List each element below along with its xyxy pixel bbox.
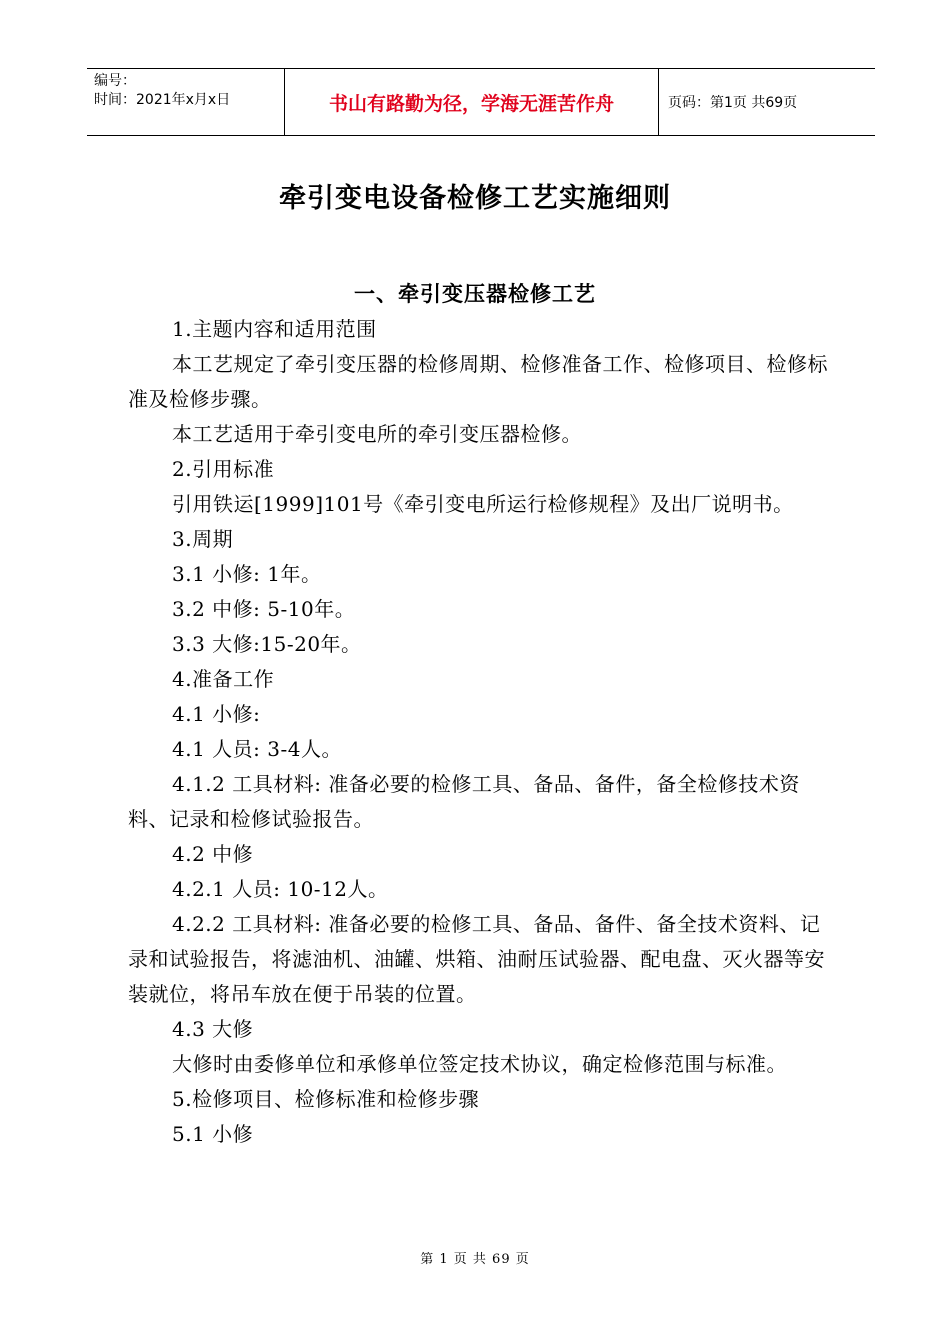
paragraph: 4.2.2 工具材料: 准备必要的检修工具、备品、备件、备全技术资料、记录和试验报告，将滤油机、油罐、烘箱、油耐压试验器、配电盘、灭火器等安装就位，将吊车放在便于吊装的位置。 <box>128 912 825 1006</box>
paragraph: 4.3 大修 <box>172 1017 254 1041</box>
header-meta-cell <box>87 69 285 135</box>
paragraph: 3.周期 <box>172 527 234 551</box>
header-page-cell <box>659 69 875 135</box>
paragraph: 5.检修项目、检修标准和检修步骤 <box>172 1087 480 1111</box>
paragraph: 4.1.2 工具材料: 准备必要的检修工具、备品、备件，备全检修技术资料、记录和检修试验报告。 <box>128 772 800 831</box>
paragraph: 3.2 中修: 5-10年。 <box>172 597 356 621</box>
section-title: 一、牵引变压器检修工艺 <box>354 282 596 306</box>
number-label: 编号： <box>94 73 136 89</box>
paragraph: 3.1 小修: 1年。 <box>172 562 322 586</box>
paragraph: 4.2 中修 <box>172 842 254 866</box>
paragraph: 4.1 人员: 3-4人。 <box>172 737 342 761</box>
paragraph: 5.1 小修 <box>172 1122 254 1146</box>
document-title: 牵引变电设备检修工艺实施细则 <box>279 183 671 214</box>
paragraph: 2.引用标准 <box>172 457 275 481</box>
document-body <box>128 312 840 1152</box>
date-label: 时间：2021年x月x日 <box>94 92 231 108</box>
paragraph: 1.主题内容和适用范围 <box>172 317 377 341</box>
paragraph: 大修时由委修单位和承修单位签定技术协议，确定检修范围与标准。 <box>172 1052 787 1076</box>
paragraph: 4.准备工作 <box>172 667 275 691</box>
header-table <box>87 68 875 136</box>
motto-text: 书山有路勤为径，学海无涯苦作舟 <box>328 92 614 115</box>
paragraph: 本工艺适用于牵引变电所的牵引变压器检修。 <box>172 422 582 446</box>
paragraph: 3.3 大修:15-20年。 <box>172 632 362 656</box>
paragraph: 4.1 小修: <box>172 702 261 726</box>
paragraph: 本工艺规定了牵引变压器的检修周期、检修准备工作、检修项目、检修标准及检修步骤。 <box>128 352 828 411</box>
paragraph: 引用铁运[1999]101号《牵引变电所运行检修规程》及出厂说明书。 <box>172 492 794 516</box>
page-info: 页码：第1页 共69页 <box>668 95 798 111</box>
page-footer: 第 1 页 共 69 页 <box>420 1252 530 1267</box>
paragraph: 4.2.1 人员: 10-12人。 <box>172 877 389 901</box>
header-motto-cell <box>285 69 659 135</box>
